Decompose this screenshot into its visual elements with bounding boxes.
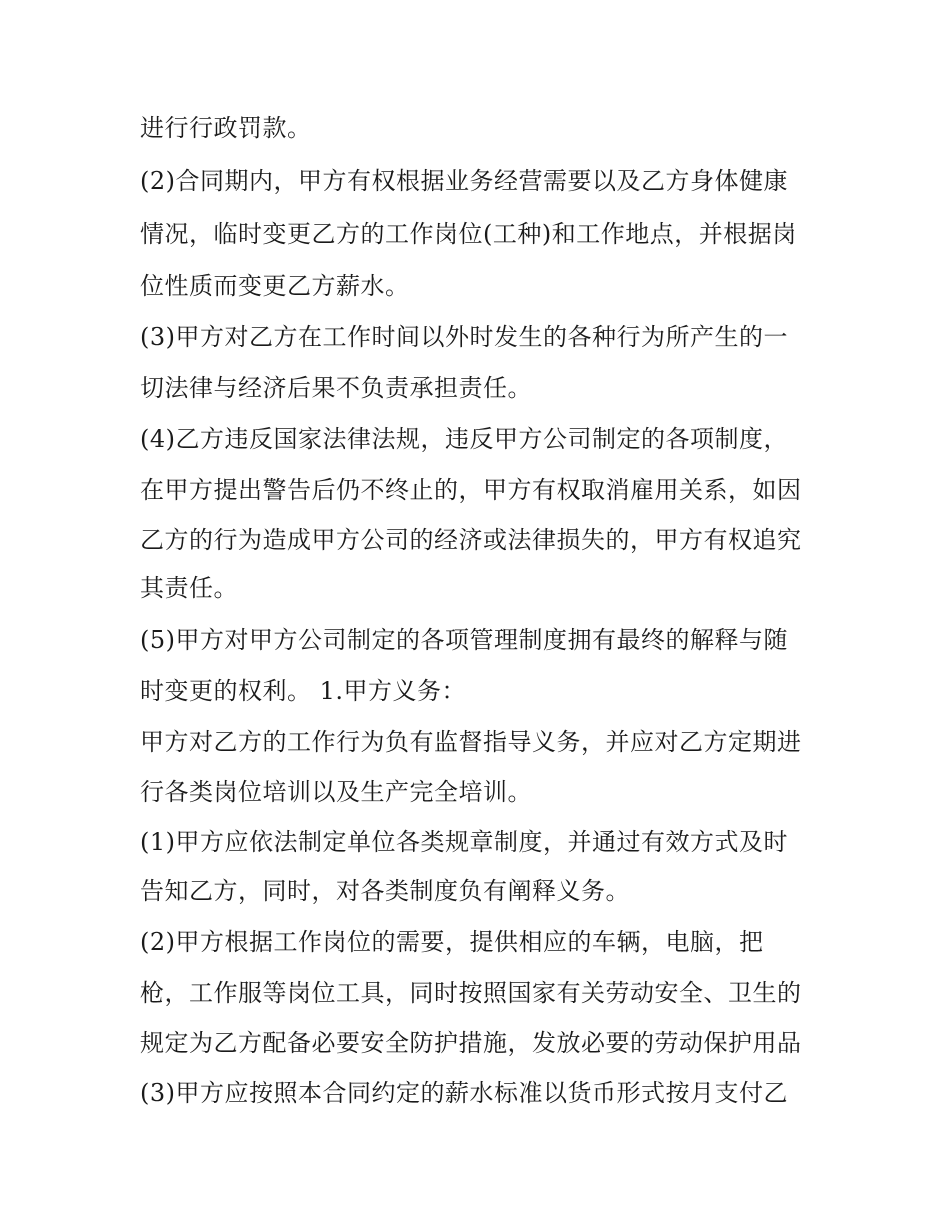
text-line: (4)乙方违反国家法律法规，违反甲方公司制定的各项制度，: [140, 425, 788, 453]
text-line: (2)合同期内，甲方有权根据业务经营需要以及乙方身体健康: [140, 167, 788, 195]
text-line: 在甲方提出警告后仍不终止的，甲方有权取消雇用关系，如因: [140, 476, 802, 504]
text-line: (2)甲方根据工作岗位的需要，提供相应的车辆，电脑，把: [140, 928, 764, 956]
text-line: 切法律与经济后果不负责承担责任。: [140, 374, 532, 402]
text-line: 规定为乙方配备必要安全防护措施，发放必要的劳动保护用品: [140, 1029, 802, 1057]
text-line: (1)甲方应依法制定单位各类规章制度，并通过有效方式及时: [140, 828, 788, 856]
text-line: 其责任。: [140, 574, 238, 602]
text-line: 行各类岗位培训以及生产完全培训。: [140, 778, 532, 806]
text-line: (5)甲方对甲方公司制定的各项管理制度拥有最终的解释与随: [140, 626, 788, 654]
text-line: 时变更的权利。 1.甲方义务：: [140, 677, 467, 705]
text-line: 枪，工作服等岗位工具，同时按照国家有关劳动安全、卫生的: [140, 979, 802, 1007]
text-line: 甲方对乙方的工作行为负有监督指导义务，并应对乙方定期进: [140, 728, 802, 756]
text-line: 告知乙方，同时，对各类制度负有阐释义务。: [140, 877, 630, 905]
text-line: 进行行政罚款。: [140, 114, 312, 142]
text-line: 乙方的行为造成甲方公司的经济或法律损失的，甲方有权追究: [140, 526, 802, 554]
text-line: 情况，临时变更乙方的工作岗位(工种)和工作地点，并根据岗: [140, 220, 797, 248]
text-line: (3)甲方对乙方在工作时间以外时发生的各种行为所产生的一: [140, 323, 788, 351]
text-line: 位性质而变更乙方薪水。: [140, 272, 410, 300]
text-line: (3)甲方应按照本合同约定的薪水标准以货币形式按月支付乙: [140, 1079, 788, 1107]
